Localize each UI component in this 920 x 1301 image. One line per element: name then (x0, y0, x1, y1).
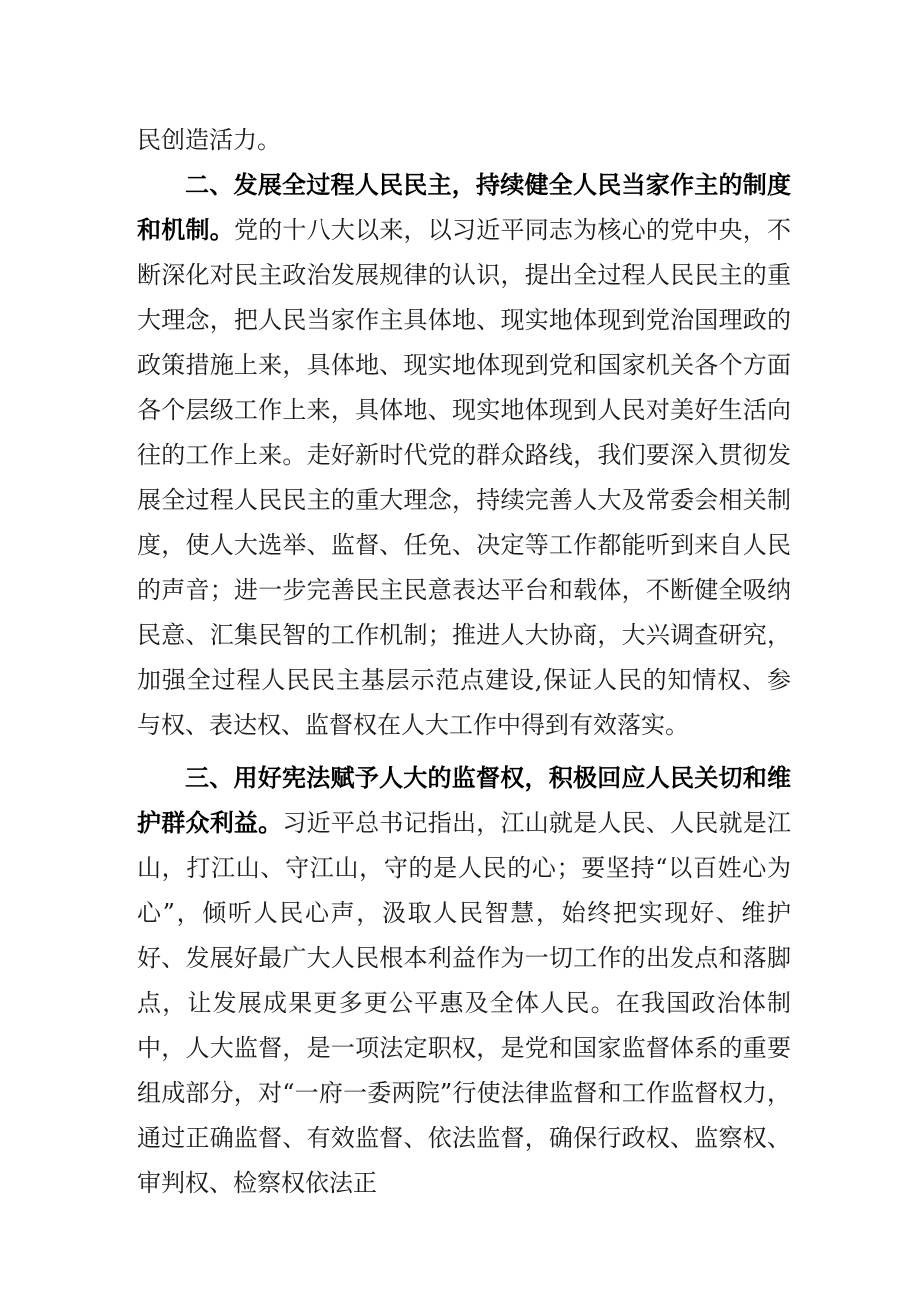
document-page (137, 118, 791, 1206)
paragraph-continuation: 民创造活力。 (137, 126, 281, 154)
section-three-paragraph (137, 756, 791, 1206)
section-three-body: 习近平总书记指出，江山就是人民、人民就是江山，打江山、守江山，守的是人民的心；要坚持“以百姓心为心”，倾听人民心声，汲取人民智慧，始终把实现好、维护好、发展好最广大人民根本利益作为一切工作的出发点和落脚点，让发展成果更多更公平惠及全体人民。在我国政治体制中，人大监督，是一项法定职权，是党和国家监督体系的重要组成部分，对“一府一委两院”行使法律监督和工作监督权力，通过正确监督、有效监督、依法监督，确保行政权、监察权、审判权、检察权依法正 (137, 809, 792, 1197)
section-two-heading: 二、发展全过程人民民主，持续健全人民当家作主的制度和机制。 (137, 171, 791, 244)
section-two-paragraph (137, 163, 791, 748)
section-two-body: 党的十八大以来，以习近平同志为核心的党中央，不断深化对民主政治发展规律的认识，提出全过程人民民主的重大理念，把人民当家作主具体地、现实地体现到党治国理政的政策措施上来，具体地、现实地体现到党和国家机关各个方面各个层级工作上来，具体地、现实地体现到人民对美好生活向往的工作上来。走好新时代党的群众路线，我们要深入贯彻发展全过程人民民主的重大理念，持续完善人大及常委会相关制度，使人大选举、监督、任免、决定等工作都能听到来自人民的声音；进一步完善民主民意表达平台和载体，不断健全吸纳民意、汇集民智的工作机制；推进人大协商，大兴调查研究，加强全过程人民民主基层示范点建设,保证人民的知情权、参与权、表达权、监督权在人大工作中得到有效落实。 (137, 216, 792, 739)
section-three-heading: 三、用好宪法赋予人大的监督权，积极回应人民关切和维护群众利益。 (137, 764, 791, 837)
paragraph-gap (137, 748, 791, 756)
